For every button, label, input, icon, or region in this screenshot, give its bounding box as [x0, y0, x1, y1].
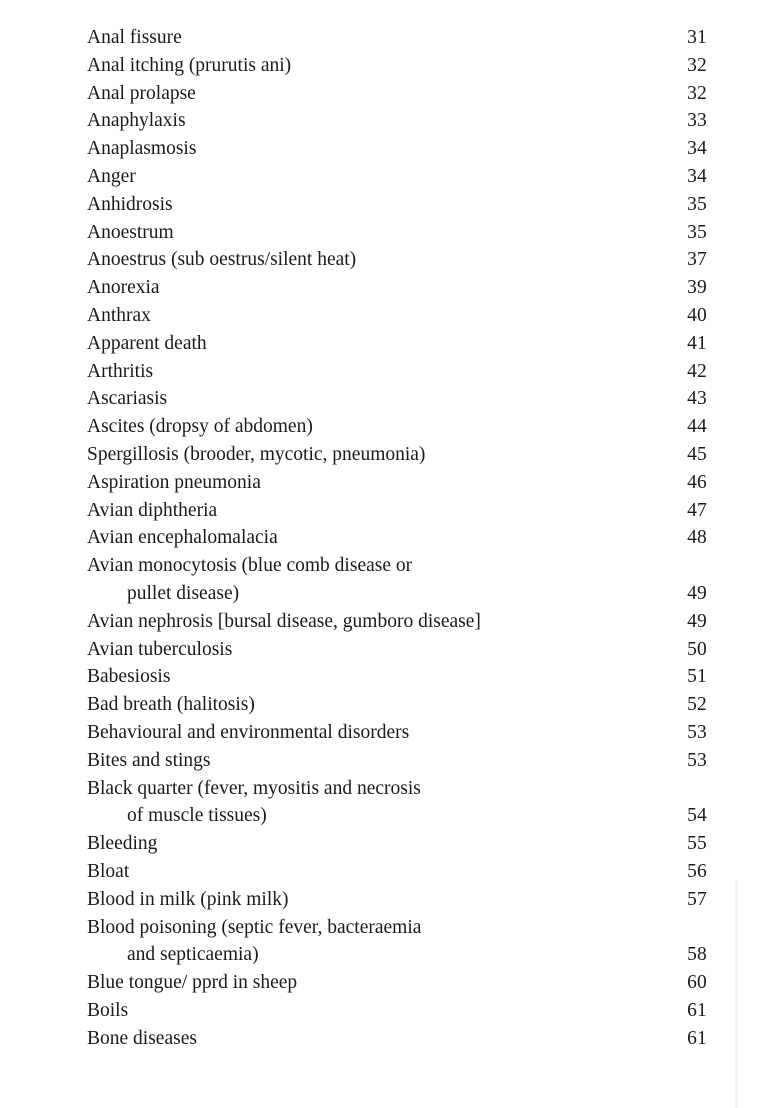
toc-entry: [87, 830, 707, 858]
page-number: 43: [687, 388, 707, 410]
toc-entry: [87, 52, 707, 80]
entry-title: Avian encephalomalacia: [87, 527, 278, 549]
entry-title: Anaphylaxis: [87, 110, 186, 132]
entry-title: Bone diseases: [87, 1027, 197, 1049]
toc-entry: [87, 413, 707, 441]
entry-title: Avian nephrosis [bursal disease, gumboro disease]: [87, 610, 481, 632]
toc-entry: [87, 552, 707, 608]
page-number: 45: [687, 443, 707, 465]
toc-entry: [87, 219, 707, 247]
toc-entry: [87, 914, 707, 970]
entry-title: Anal itching (prurutis ani): [87, 54, 292, 76]
page-number: 42: [687, 360, 707, 382]
toc-entry: [87, 524, 707, 552]
entry-title: Anger: [87, 165, 136, 187]
toc-entry: [87, 163, 707, 191]
page-number: 44: [687, 416, 707, 438]
page-number: 53: [687, 721, 707, 743]
page-number: 40: [687, 304, 707, 326]
page-number: 35: [687, 193, 707, 215]
entry-title: Babesiosis: [87, 666, 171, 688]
page-number: 35: [687, 221, 707, 243]
page-number: 34: [687, 165, 707, 187]
entry-title: Black quarter (fever, myositis and necrosis: [87, 777, 421, 799]
page-number: 61: [687, 999, 707, 1021]
page-number: 31: [687, 27, 707, 48]
page-number: 33: [687, 110, 707, 132]
toc-entry: [87, 636, 707, 664]
entry-title: Apparent death: [87, 332, 207, 354]
toc-entry: [87, 385, 707, 413]
entry-title: Arthritis: [87, 360, 154, 382]
page-number: 48: [687, 527, 707, 549]
toc-entry: [87, 274, 707, 302]
entry-title: Bad breath (halitosis): [87, 694, 255, 716]
toc-entry: [87, 302, 707, 330]
entry-title: Bleeding: [87, 833, 158, 855]
toc-entry: [87, 191, 707, 219]
toc-entry: [87, 107, 707, 135]
toc-entry: [87, 441, 707, 469]
toc-entry: [87, 719, 707, 747]
page-number: 50: [687, 638, 707, 660]
toc-entry: [87, 747, 707, 775]
entry-title: Ascariasis: [87, 388, 168, 410]
page-edge-shadow: [735, 880, 738, 1108]
toc-entry: [87, 1025, 707, 1053]
page-number: 49: [687, 582, 707, 604]
toc-entry: [87, 24, 707, 52]
entry-title: Blood in milk (pink milk): [87, 888, 289, 910]
toc-entry: [87, 469, 707, 497]
entry-title: Blood poisoning (septic fever, bacteraemia: [87, 916, 422, 938]
toc-entry: [87, 135, 707, 163]
toc-entry: [87, 691, 707, 719]
entry-title: Anthrax: [87, 304, 151, 326]
page-number: 57: [687, 888, 707, 910]
toc-entry: [87, 858, 707, 886]
page-number: 58: [687, 944, 707, 966]
page-number: 53: [687, 749, 707, 771]
entry-title: Blue tongue/ pprd in sheep: [87, 972, 298, 994]
toc-entry: [87, 330, 707, 358]
entry-title: Anal fissure: [87, 27, 182, 48]
toc-entry: [87, 886, 707, 914]
entry-title: Anoestrus (sub oestrus/silent heat): [87, 249, 357, 271]
toc-entry: [87, 969, 707, 997]
entry-title: Anoestrum: [87, 221, 174, 243]
page-number: 32: [687, 82, 707, 104]
entry-title-continuation: of muscle tissues): [127, 805, 267, 827]
page-number: 55: [687, 833, 707, 855]
entry-title: Anaplasmosis: [87, 138, 197, 160]
page-number: 61: [687, 1027, 707, 1049]
entry-title: Avian tuberculosis: [87, 638, 233, 660]
toc-entry: [87, 358, 707, 386]
toc-entry: [87, 497, 707, 525]
page-number: 51: [687, 666, 707, 688]
entry-title: Bloat: [87, 860, 130, 882]
toc-entry: [87, 246, 707, 274]
toc-entry: [87, 663, 707, 691]
entry-title: Anorexia: [87, 277, 160, 299]
entry-title-continuation: pullet disease): [127, 582, 240, 604]
entry-title: Spergillosis (brooder, mycotic, pneumonia): [87, 443, 426, 465]
page-number: 34: [687, 138, 707, 160]
page-number: 32: [687, 54, 707, 76]
entry-title: Avian monocytosis (blue comb disease or: [87, 555, 413, 577]
page-number: 39: [687, 277, 707, 299]
page-number: 47: [687, 499, 707, 521]
entry-title: Ascites (dropsy of abdomen): [87, 416, 313, 438]
page-number: 52: [687, 694, 707, 716]
entry-title: Behavioural and environmental disorders: [87, 721, 410, 743]
toc-entry: [87, 80, 707, 108]
entry-title-continuation: and septicaemia): [127, 944, 259, 966]
toc-entry: [87, 997, 707, 1025]
entry-title: Avian diphtheria: [87, 499, 218, 521]
toc-entry: [87, 775, 707, 831]
table-of-contents: [87, 24, 707, 1052]
entry-title: Aspiration pneumonia: [87, 471, 261, 493]
entry-title: Anal prolapse: [87, 82, 196, 104]
entry-title: Boils: [87, 999, 129, 1021]
entry-title: Bites and stings: [87, 749, 211, 771]
page-number: 54: [687, 805, 707, 827]
page-number: 41: [687, 332, 707, 354]
toc-entry: [87, 608, 707, 636]
page-number: 56: [687, 860, 707, 882]
entry-title: Anhidrosis: [87, 193, 173, 215]
page-number: 60: [687, 972, 707, 994]
page-number: 37: [687, 249, 707, 271]
page-number: 49: [687, 610, 707, 632]
page-number: 46: [687, 471, 707, 493]
